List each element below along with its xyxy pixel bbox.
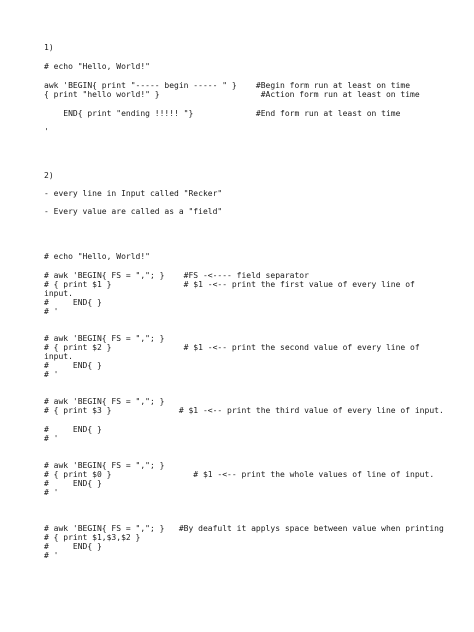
code-line: # ' (44, 551, 59, 560)
code-line: # ' (44, 488, 59, 497)
section-2-heading: 2) (44, 171, 54, 180)
code-line: # { print $1,$3,$2 } (44, 533, 141, 542)
code-line: # awk 'BEGIN{ FS = ","; } #By deafult it applys space between value when printing (44, 524, 444, 533)
code-line: # { print $2 } # $1 -<-- print the second value of every line of (44, 343, 420, 352)
code-line: input. (44, 352, 73, 361)
code-line: # ' (44, 434, 59, 443)
code-line: # END{ } (44, 361, 102, 370)
section-1-heading: 1) (44, 43, 54, 52)
code-line: # { print $1 } # $1 -<-- print the first value of every line of (44, 280, 415, 289)
code-line: { print "hello world!" } #Action form run at least on time (44, 90, 420, 99)
code-line: input. (44, 289, 73, 298)
code-line: # { print $3 } # $1 -<-- print the third value of every line of input. (44, 406, 444, 415)
code-line: # echo "Hello, World!" (44, 62, 150, 71)
code-line: # awk 'BEGIN{ FS = ","; } #FS -<---- field separator (44, 271, 309, 280)
code-line: awk 'BEGIN{ print "----- begin ----- " } #Begin form run at least on time (44, 81, 411, 90)
code-line: # echo "Hello, World!" (44, 252, 150, 261)
code-line: # END{ } (44, 425, 102, 434)
code-line: # END{ } (44, 542, 102, 551)
code-line: # awk 'BEGIN{ FS = ","; } (44, 461, 165, 470)
bullet-line: - Every value are called as a "field" (44, 207, 223, 216)
code-line: # awk 'BEGIN{ FS = ","; } (44, 397, 165, 406)
bullet-line: - every line in Input called "Recker" (44, 189, 223, 198)
code-line: # END{ } (44, 479, 102, 488)
code-line: ' (44, 127, 49, 136)
code-line: # END{ } (44, 298, 102, 307)
code-line: END{ print "ending !!!!! "} #End form run at least on time (44, 109, 401, 118)
code-line: # ' (44, 370, 59, 379)
code-line: # { print $0 } # $1 -<-- print the whole values of line of input. (44, 470, 435, 479)
code-line: # ' (44, 307, 59, 316)
code-line: # awk 'BEGIN{ FS = ","; } (44, 334, 165, 343)
